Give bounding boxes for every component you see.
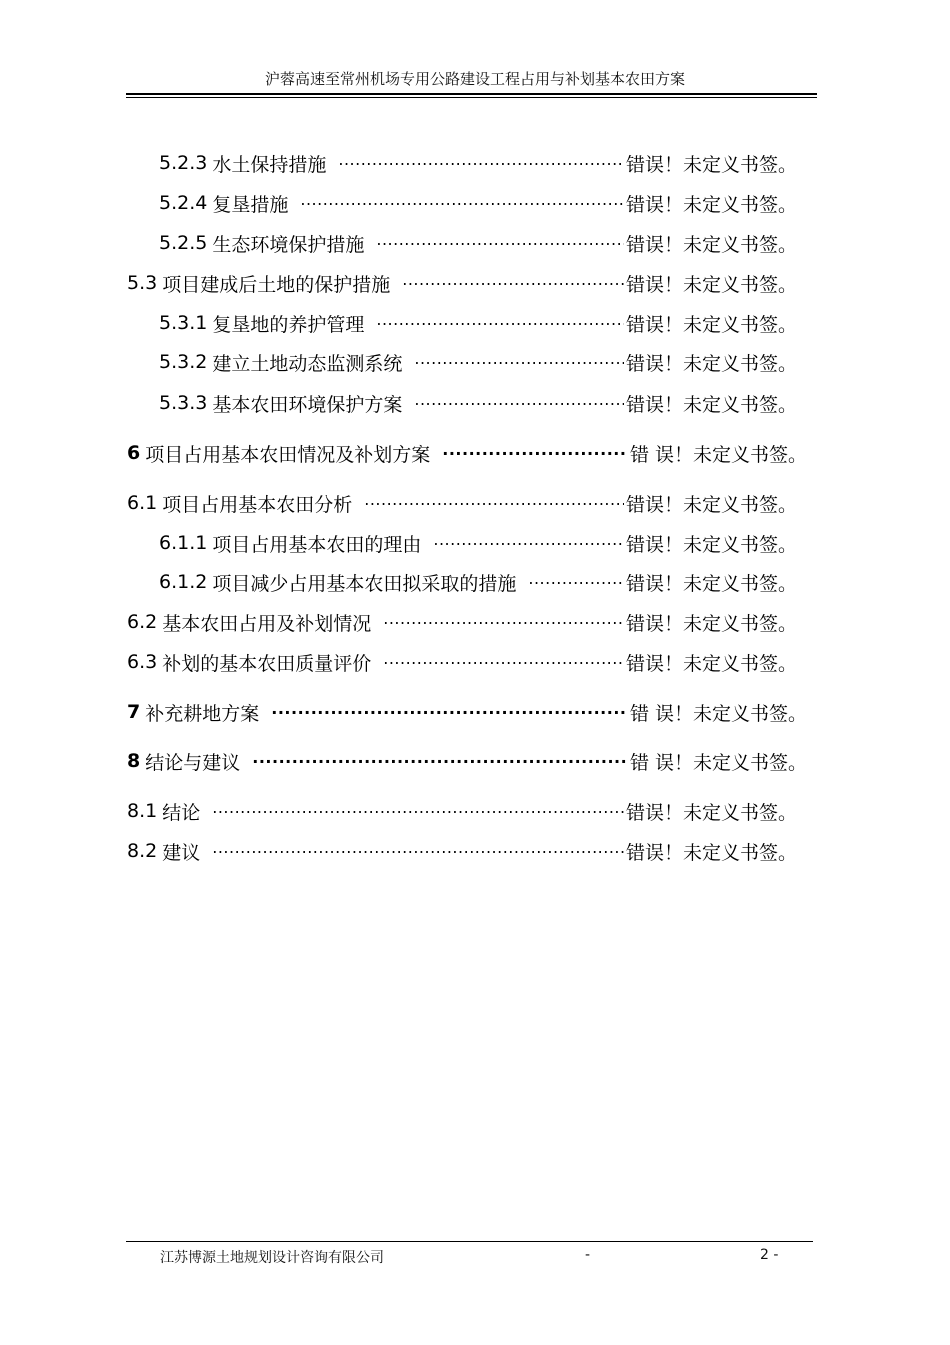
toc-title: 建立土地动态监测系统 xyxy=(212,352,403,375)
toc-title: 项目占用基本农田情况及补划方案 xyxy=(145,443,431,466)
toc-number: 8.2 xyxy=(127,840,158,862)
toc-number: 5.2.4 xyxy=(159,192,208,214)
footer-page-number: 2 - xyxy=(760,1247,779,1263)
toc-title: 项目减少占用基本农田拟采取的措施 xyxy=(212,572,517,595)
toc-number: 6 xyxy=(127,442,141,464)
toc-number: 6.3 xyxy=(127,651,158,673)
toc-page-ref: 错误！未定义书签。 xyxy=(626,393,798,416)
toc-title: 项目建成后土地的保护措施 xyxy=(162,273,391,296)
toc-leader-dots xyxy=(433,527,624,553)
toc-title: 结论 xyxy=(162,801,201,824)
toc-leader-dots xyxy=(212,795,624,821)
toc-entry-8[interactable] xyxy=(127,748,814,774)
toc-number: 8.1 xyxy=(127,800,158,822)
toc-title: 水土保持措施 xyxy=(212,153,327,176)
toc-page-ref: 错 误！未定义书签。 xyxy=(630,702,808,725)
toc-entry-6-2[interactable] xyxy=(127,609,810,635)
toc-leader-dots xyxy=(383,646,624,672)
toc-page-ref: 错误！未定义书签。 xyxy=(626,841,798,864)
toc-page-ref: 错 误！未定义书签。 xyxy=(630,751,808,774)
toc-title: 生态环境保护措施 xyxy=(212,233,365,256)
toc-title: 基本农田占用及补划情况 xyxy=(162,612,372,635)
toc-number: 6.2 xyxy=(127,611,158,633)
toc-entry-5-2-5[interactable] xyxy=(159,230,810,256)
toc-page-ref: 错误！未定义书签。 xyxy=(626,313,798,336)
toc-entry-8-1[interactable] xyxy=(127,798,810,824)
toc-number: 5.3 xyxy=(127,272,158,294)
toc-entry-6-1-1[interactable] xyxy=(159,530,810,556)
toc-entry-6-1-2[interactable] xyxy=(159,569,810,595)
toc-entry-7[interactable] xyxy=(127,699,814,725)
toc-entry-5-3-3[interactable] xyxy=(159,390,810,416)
toc-number: 6.1.2 xyxy=(159,571,208,593)
toc-page-ref: 错误！未定义书签。 xyxy=(626,273,798,296)
toc-leader-dots xyxy=(442,437,628,463)
toc-page-ref: 错误！未定义书签。 xyxy=(626,533,798,556)
toc-entry-5-2-4[interactable] xyxy=(159,190,810,216)
toc-title: 复垦地的养护管理 xyxy=(212,313,365,336)
toc-page-ref: 错误！未定义书签。 xyxy=(626,612,798,635)
toc-title: 补充耕地方案 xyxy=(145,702,260,725)
toc-title: 补划的基本农田质量评价 xyxy=(162,652,372,675)
toc-page-ref: 错误！未定义书签。 xyxy=(626,233,798,256)
footer-company: 江苏博源土地规划设计咨询有限公司 xyxy=(160,1250,384,1266)
footer-dash: - xyxy=(585,1247,591,1263)
toc-leader-dots xyxy=(414,387,624,413)
toc-entry-6[interactable] xyxy=(127,440,814,466)
toc-title: 结论与建议 xyxy=(145,751,241,774)
toc-title: 项目占用基本农田的理由 xyxy=(212,533,422,556)
toc-entry-5-3-1[interactable] xyxy=(159,310,810,336)
toc-leader-dots xyxy=(414,346,624,372)
toc-number: 7 xyxy=(127,701,141,723)
header-title: 沪蓉高速至常州机场专用公路建设工程占用与补划基本农田方案 xyxy=(264,70,685,88)
toc-number: 5.3.2 xyxy=(159,351,208,373)
toc-number: 6.1.1 xyxy=(159,532,208,554)
footer-rule xyxy=(126,1241,813,1242)
toc-leader-dots xyxy=(252,745,628,771)
toc-page-ref: 错误！未定义书签。 xyxy=(626,153,798,176)
toc-entry-6-3[interactable] xyxy=(127,649,810,675)
toc-entry-5-3-2[interactable] xyxy=(159,349,810,375)
toc-number: 5.2.3 xyxy=(159,152,208,174)
toc-number: 8 xyxy=(127,750,141,772)
toc-title: 项目占用基本农田分析 xyxy=(162,493,353,516)
toc-page-ref: 错误！未定义书签。 xyxy=(626,193,798,216)
toc-page-ref: 错误！未定义书签。 xyxy=(626,801,798,824)
toc-number: 5.3.3 xyxy=(159,392,208,414)
toc-entry-5-2-3[interactable] xyxy=(159,150,810,176)
toc-entry-6-1[interactable] xyxy=(127,490,810,516)
toc-page-ref: 错误！未定义书签。 xyxy=(626,493,798,516)
toc-leader-dots xyxy=(338,147,624,173)
toc-leader-dots xyxy=(212,835,624,861)
toc-leader-dots xyxy=(271,696,628,722)
toc-number: 6.1 xyxy=(127,492,158,514)
toc-page-ref: 错误！未定义书签。 xyxy=(626,352,798,375)
toc-page-ref: 错误！未定义书签。 xyxy=(626,572,798,595)
toc-page-ref: 错 误！未定义书签。 xyxy=(630,443,808,466)
toc-number: 5.2.5 xyxy=(159,232,208,254)
toc-leader-dots xyxy=(383,606,624,632)
toc-leader-dots xyxy=(402,267,624,293)
toc-title: 基本农田环境保护方案 xyxy=(212,393,403,416)
toc-number: 5.3.1 xyxy=(159,312,208,334)
toc-title: 建议 xyxy=(162,841,201,864)
toc-page-ref: 错误！未定义书签。 xyxy=(626,652,798,675)
toc-entry-5-3[interactable] xyxy=(127,270,810,296)
toc-leader-dots xyxy=(300,187,624,213)
header-rule xyxy=(126,93,817,98)
toc-leader-dots xyxy=(376,227,624,253)
toc-leader-dots xyxy=(528,566,624,592)
toc-title: 复垦措施 xyxy=(212,193,289,216)
toc-entry-8-2[interactable] xyxy=(127,838,810,864)
toc-leader-dots xyxy=(364,487,624,513)
toc-leader-dots xyxy=(376,307,624,333)
